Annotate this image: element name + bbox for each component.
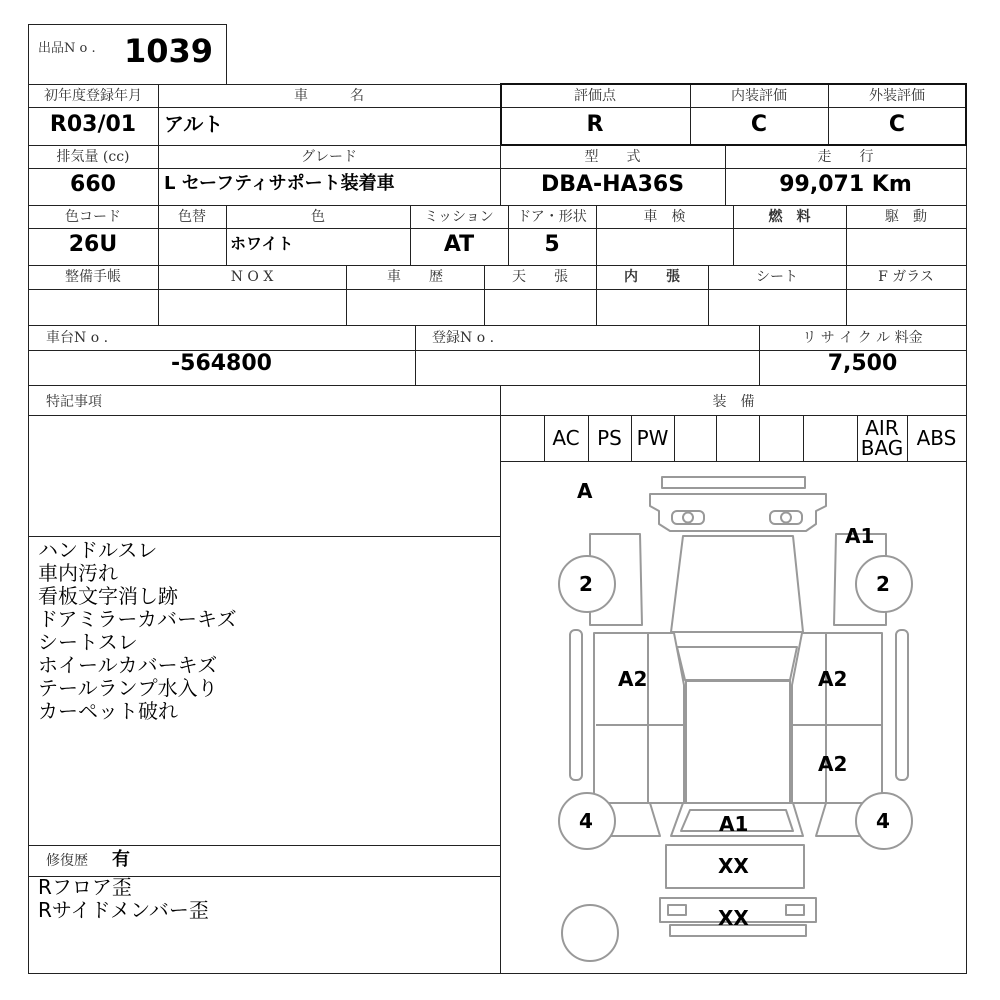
equip-pw: PW [636,426,669,450]
mark-tire-rear-right: 4 [876,809,890,833]
repair-notes [38,876,209,922]
recycle-label: リ サ イ ク ル 料金 [802,330,923,346]
model-value: DBA-HA36S [540,172,685,197]
front-bumper-shape [662,477,805,488]
color-change-label: 色替 [178,209,206,225]
hood-shape [671,536,803,632]
exterior-label: 外装評価 [869,88,925,104]
mark-tire-front-right: 2 [876,572,890,596]
note-item: カーペット破れ [38,699,178,723]
mark-right-front-door: A2 [818,667,848,691]
equip-airbag-line2: BAG [860,436,904,460]
interior-label: 内装評価 [731,88,787,104]
displacement-value: 660 [70,172,116,197]
equip-ac: AC [552,426,580,450]
repair-label: 修復歴 [46,853,88,869]
spare-tire [562,905,618,961]
recycle-value: 7,500 [827,351,898,376]
score-value: R [586,112,604,137]
note-item: ホイールカバーキズ [38,653,218,677]
note-item: ドアミラーカバーキズ [38,607,237,631]
exterior-value: C [888,112,906,137]
mileage-value: 99,071 Km [779,172,912,197]
roof-shape [686,681,790,803]
interior-trim-label: 内 張 [624,269,680,285]
equip-abs: ABS [916,426,957,450]
mission-label: ミッション [424,209,494,225]
door-label: ドア・形状 [517,209,587,225]
note-item: テールランプ水入り [38,676,218,700]
mark-rear-bumper: XX [718,906,749,930]
name-value: アルト [164,112,224,136]
drive-label: 駆 動 [885,209,927,225]
mark-front-right: A1 [845,524,875,548]
mark-rear-gate: A1 [719,812,749,836]
chassis-value: -564800 [171,351,272,376]
mark-right-rear-door: A2 [818,752,848,776]
maintenance-label: 整備手帳 [65,269,121,285]
lot-number: 1039 [124,32,214,70]
model-label: 型 式 [584,149,641,165]
windshield-shape [677,647,797,680]
repair-note-item: Rフロア歪 [38,875,132,899]
car-diagram [500,461,967,973]
interior-value: C [750,112,768,137]
remarks-notes [38,539,237,723]
history-label: 車 歴 [387,269,443,285]
color-code-label: 色コード [65,209,121,225]
door-value: 5 [544,232,560,257]
equipment-label: 装 備 [712,394,755,410]
note-item: シートスレ [38,630,138,654]
color-code-value: 26U [68,232,118,257]
note-item: ハンドルスレ [38,538,158,562]
repair-value: 有 [112,849,130,870]
year-label: 初年度登録年月 [44,88,142,104]
seat-label: シート [756,269,798,285]
equip-airbag-line1: AIR [865,416,899,440]
right-doors-shape [792,633,882,803]
glass-label: F ガラス [878,269,934,285]
lot-label: 出品N o . [38,41,96,56]
mileage-label: 走 行 [817,149,874,165]
mark-rear-panel: XX [718,854,749,878]
score-label: 評価点 [574,88,616,104]
repair-note-item: Rサイドメンバー歪 [38,898,209,922]
left-doors-shape [594,633,684,803]
grade-label: グレード [301,149,357,165]
ceiling-label: 天 張 [512,269,568,285]
color-label: 色 [311,209,325,225]
name-label: 車 名 [294,88,364,104]
mark-left-doors: A2 [618,667,648,691]
inspection-label: 車 検 [643,209,686,225]
note-item: 看板文字消し跡 [38,584,178,608]
mark-tire-front-left: 2 [579,572,593,596]
mark-tire-rear-left: 4 [579,809,593,833]
chassis-label: 車台N o . [46,330,109,346]
displacement-label: 排気量 (cc) [56,149,130,165]
year-value: R03/01 [49,112,137,137]
registration-label: 登録N o . [432,330,495,346]
fuel-label: 燃 料 [768,209,811,225]
color-value: ホワイト [230,234,294,253]
nox-label: N O X [230,269,274,285]
mark-front-bumper: A [577,479,593,503]
grade-value: L セーフティサポート装着車 [164,173,395,194]
equip-ps: PS [597,426,622,450]
mission-value: AT [443,232,475,257]
note-item: 車内汚れ [38,561,118,585]
remarks-label: 特記事項 [46,394,102,410]
